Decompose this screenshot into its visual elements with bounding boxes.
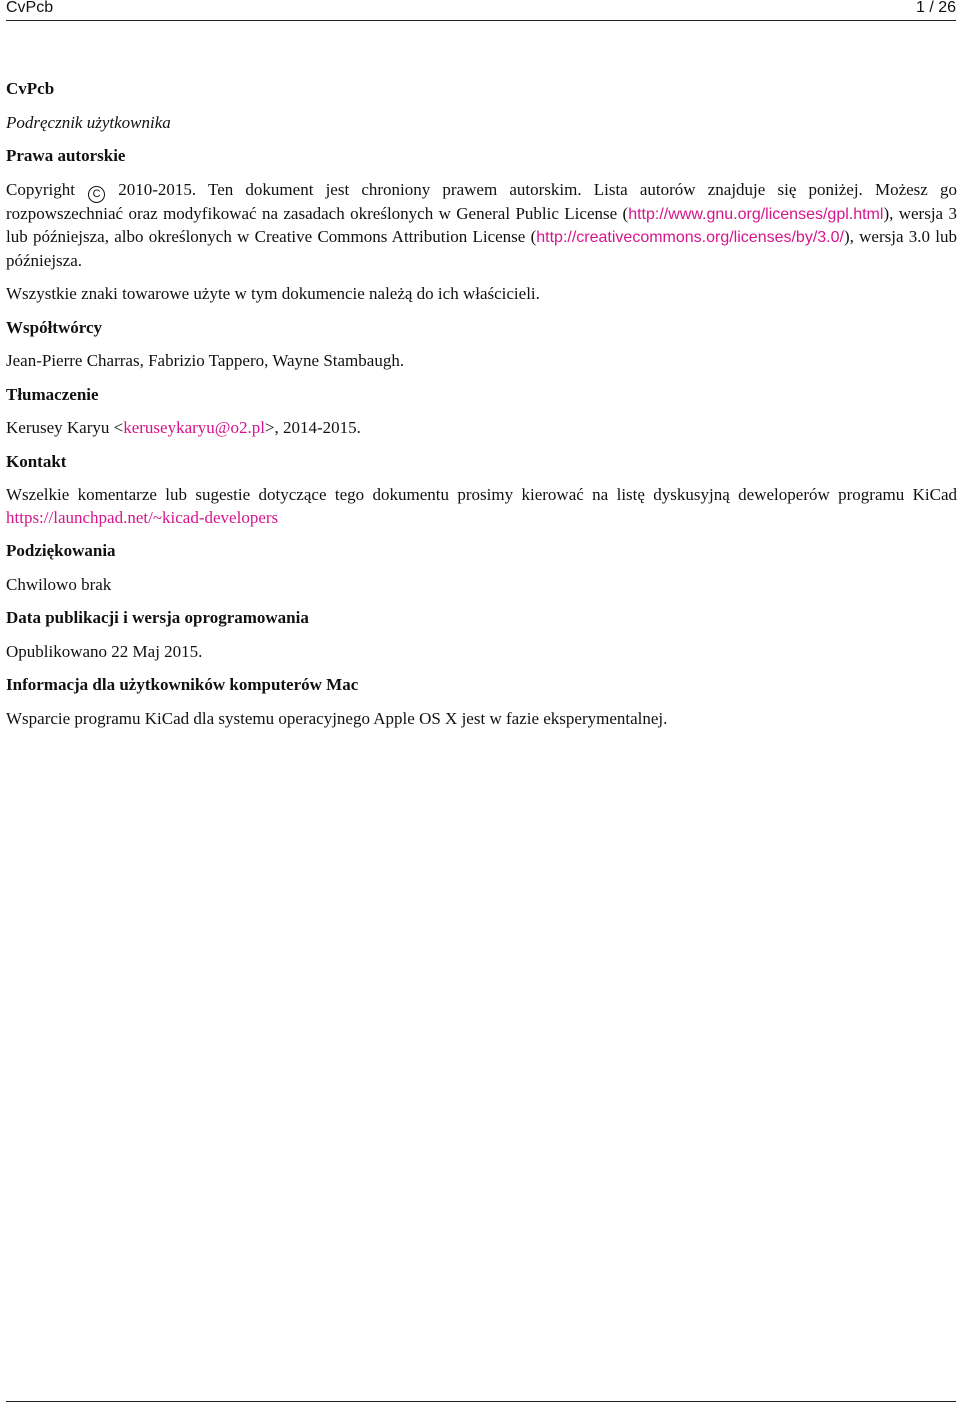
contact-text: Wszelkie komentarze lub sugestie dotyczące tego dokumentu prosimy kierować na listę dyskusyjną deweloperów programu KiCad: [6, 485, 957, 504]
translation-paragraph: [6, 417, 957, 440]
trademarks-paragraph: Wszystkie znaki towarowe użyte w tym dokumencie należą do ich właścicieli.: [6, 284, 540, 303]
document-subtitle: Podręcznik użytkownika: [6, 112, 171, 132]
copyright-text: 2010-2015. Ten dokument jest chroniony prawem autorskim. Lista autorów znajduje się poniżej. Możesz go rozpowszechniać oraz modyfikować na zasadach określonych w General Public License (: [6, 179, 957, 223]
copyright-label: Copyright: [6, 179, 75, 199]
translation-years: >, 2014-2015.: [264, 418, 361, 437]
translator-email-link[interactable]: keruseykaryu@o2.pl: [123, 418, 265, 437]
contributors-text: Jean-Pierre Charras, Fabrizio Tappero, Wayne Stambaugh.: [6, 351, 405, 370]
thanks-heading: Podziękowania: [6, 541, 116, 560]
contributors-heading: Współtwórcy: [6, 317, 103, 337]
copyright-icon: C: [88, 186, 105, 203]
publication-text: Opublikowano 22 Maj 2015.: [6, 641, 203, 661]
kicad-developers-link[interactable]: https://launchpad.net/~kicad-developers: [6, 507, 279, 527]
bottom-rule: [6, 1401, 956, 1402]
copyright-text-mid: ), wersja 3 lub późniejsza, albo określonych w Creative Commons Attribution License (: [6, 203, 957, 246]
mac-info-text: Wsparcie programu KiCad dla systemu operacyjnego Apple OS X jest w fazie eksperymentalnej.: [6, 708, 668, 728]
header-doc-name: CvPcb: [6, 0, 54, 16]
contact-paragraph: [6, 484, 957, 529]
header-page-indicator: 1 / 26: [915, 0, 956, 16]
copyright-paragraph: [6, 179, 957, 273]
cc-license-link[interactable]: http://creativecommons.org/licenses/by/3.0/: [536, 229, 844, 246]
contact-heading: Kontakt: [6, 451, 67, 471]
document-title: CvPcb: [6, 79, 55, 98]
gpl-license-link[interactable]: http://www.gnu.org/licenses/gpl.html: [628, 205, 884, 223]
translation-heading: Tłumaczenie: [6, 384, 99, 404]
translator-name: Kerusey Karyu <: [6, 418, 124, 437]
copyright-text-end: ), wersja 3.0 lub późniejsza.: [6, 227, 957, 270]
thanks-text: Chwilowo brak: [6, 574, 112, 594]
running-header: [6, 0, 956, 21]
publication-heading: Data publikacji i wersja oprogramowania: [6, 608, 309, 627]
document-body: [6, 78, 957, 741]
copyright-heading: Prawa autorskie: [6, 146, 126, 165]
mac-info-heading: Informacja dla użytkowników komputerów Mac: [6, 675, 359, 694]
